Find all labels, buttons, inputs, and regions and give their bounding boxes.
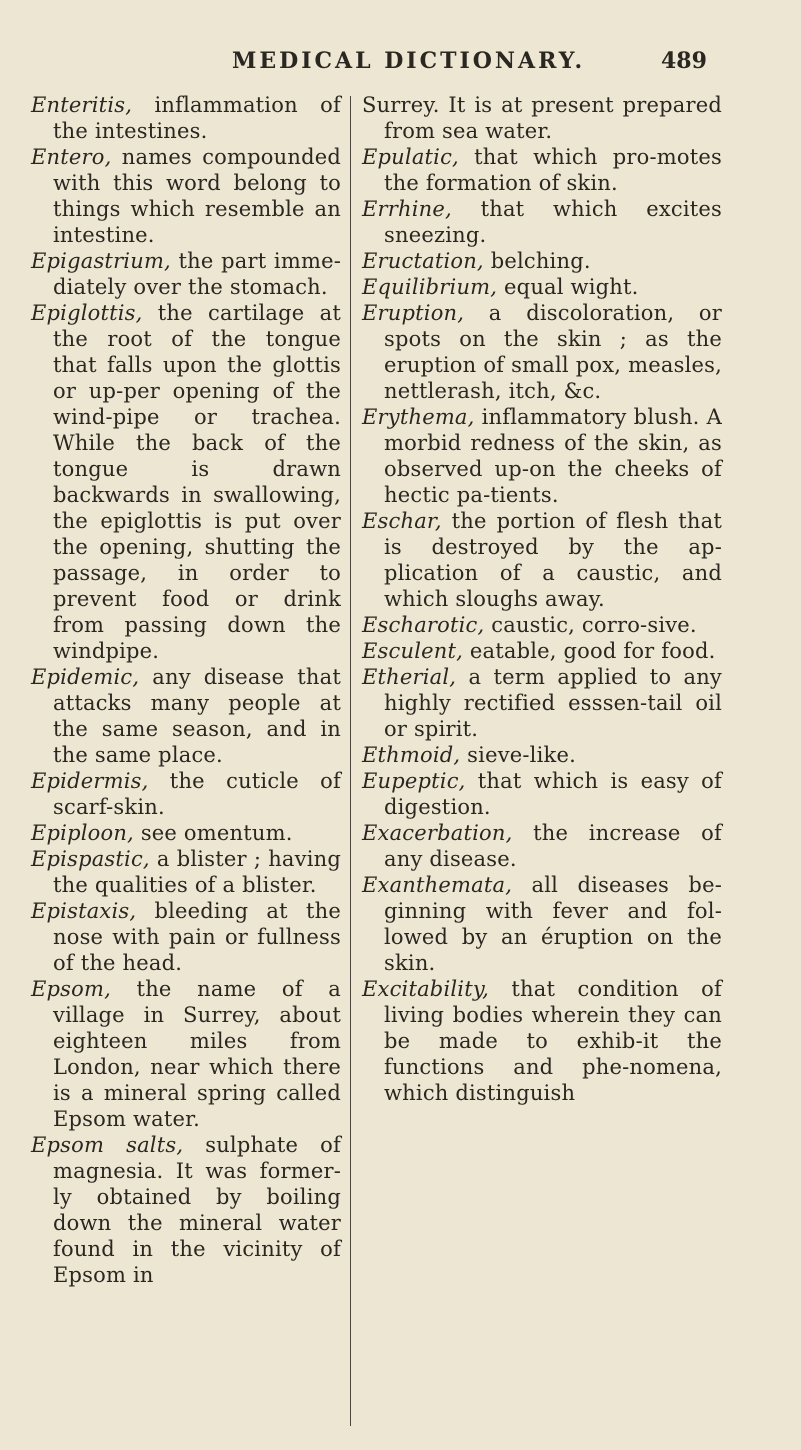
entry-definition: caustic, corro-sive. [484, 613, 697, 637]
right-column [362, 92, 722, 1106]
entry [31, 898, 341, 976]
entry-term: Exacerbation, [362, 821, 513, 845]
entry-definition: equal wight. [497, 275, 639, 299]
entry [362, 872, 722, 976]
entry-definition: a blister ; having the qualities of a blister. [53, 847, 341, 897]
entry [31, 144, 341, 248]
entry-term: Erythema, [362, 405, 475, 429]
entry-definition: sulphate of magnesia. It was former-ly obtained by boiling down the mineral water found in the vicinity of Epsom in [53, 1133, 341, 1287]
entry-term: Epiglottis, [31, 301, 143, 325]
entry [362, 820, 722, 872]
entry-definition: a discoloration, or spots on the skin ; as the eruption of small pox, measles, nettlerash, itch, &c. [384, 301, 722, 403]
entry [31, 976, 341, 1132]
entry [362, 508, 722, 612]
entry-definition: the name of a village in Surrey, about eighteen miles from London, near which there is a mineral spring called Epsom water. [53, 977, 341, 1131]
entry-term: Epigastrium, [31, 249, 171, 273]
entry-term: Excitability, [362, 977, 489, 1001]
entry [31, 820, 341, 846]
entry [31, 664, 341, 768]
entry-term: Entero, [31, 145, 112, 169]
entry-definition: eatable, good for food. [462, 639, 716, 663]
entry [31, 768, 341, 820]
entry [362, 664, 722, 742]
left-column [31, 92, 341, 1288]
entry [362, 196, 722, 248]
entry-definition: the cartilage at the root of the tongue that falls upon the glottis or up-per opening of the wind-pipe or trachea. While the back of the tongue is drawn backwards in swallowing, the epiglottis is put over the opening, shutting the passage, in order to prevent food or drink from passing down the windpipe. [53, 301, 341, 663]
entry-term: Epulatic, [362, 145, 459, 169]
entry-term: Epistaxis, [31, 899, 137, 923]
entry-definition: inflammatory blush. A morbid redness of the skin, as observed up-on the cheeks of hectic pa-tients. [384, 405, 722, 507]
entry-term: Etherial, [362, 665, 457, 689]
entry-definition: that which excites sneezing. [384, 197, 722, 247]
entry-term: Eupeptic, [362, 769, 466, 793]
entry [31, 846, 341, 898]
entry [362, 976, 722, 1106]
entry [362, 248, 722, 274]
entry-definition: all diseases be-ginning with fever and fol-lowed by an éruption on the skin. [384, 873, 722, 975]
entry-definition: see omentum. [133, 821, 293, 845]
entry [31, 248, 341, 300]
entry [362, 274, 722, 300]
entry-term: Esculent, [362, 639, 463, 663]
entry-term: Ethmoid, [362, 743, 461, 767]
entry-term: Errhine, [362, 197, 452, 221]
entry-definition: belching. [483, 249, 591, 273]
entry-definition: sieve-like. [460, 743, 576, 767]
entry-definition: bleeding at the nose with pain or fullness of the head. [53, 899, 341, 975]
entry [31, 92, 341, 144]
entry [362, 742, 722, 768]
page-header [0, 48, 801, 88]
page-number: 489 [661, 48, 707, 74]
entry-term: Eructation, [362, 249, 484, 273]
entry-definition: the part imme-diately over the stomach. [53, 249, 341, 299]
entry-definition: that condition of living bodies wherein they can be made to exhib-it the functions and phe-nomena, which distinguish [384, 977, 722, 1105]
entry [362, 144, 722, 196]
entry-term: Epispastic, [31, 847, 150, 871]
entry-definition: the cuticle of scarf-skin. [53, 769, 341, 819]
entry-definition: Surrey. It is at present prepared from sea water. [362, 93, 722, 143]
column-divider [350, 96, 351, 1426]
entry-term: Escharotic, [362, 613, 485, 637]
entry-term: Epsom salts, [31, 1133, 184, 1157]
entry [362, 638, 722, 664]
entry-definition: any disease that attacks many people at the same season, and in the same place. [53, 665, 341, 767]
entry [31, 300, 341, 664]
entry [362, 612, 722, 638]
entry-term: Enteritis, [31, 93, 133, 117]
entry-definition: the portion of flesh that is destroyed by the ap-plication of a caustic, and which sloughs away. [384, 509, 722, 611]
entry-definition: the increase of any disease. [384, 821, 722, 871]
entry-definition: that which is easy of digestion. [384, 769, 722, 819]
entry [362, 768, 722, 820]
entry-definition: that which pro-motes the formation of skin. [384, 145, 722, 195]
entry [362, 404, 722, 508]
entry-definition: names compounded with this word belong to things which resemble an intestine. [53, 145, 341, 247]
entry-term: Eruption, [362, 301, 465, 325]
entry-term: Equilibrium, [362, 275, 498, 299]
running-title: MEDICAL DICTIONARY. [232, 48, 586, 74]
entry [362, 300, 722, 404]
entry-definition: a term applied to any highly rectified esssen-tail oil or spirit. [384, 665, 722, 741]
entry-term: Epsom, [31, 977, 111, 1001]
entry-term: Epiploon, [31, 821, 134, 845]
entry [31, 1132, 341, 1288]
entry-term: Epidemic, [31, 665, 140, 689]
entry-definition: inflammation of the intestines. [53, 93, 341, 143]
entry-term: Epidermis, [31, 769, 149, 793]
entry-term: Exanthemata, [362, 873, 513, 897]
entry-term: Eschar, [362, 509, 442, 533]
entry-continuation [362, 92, 722, 144]
